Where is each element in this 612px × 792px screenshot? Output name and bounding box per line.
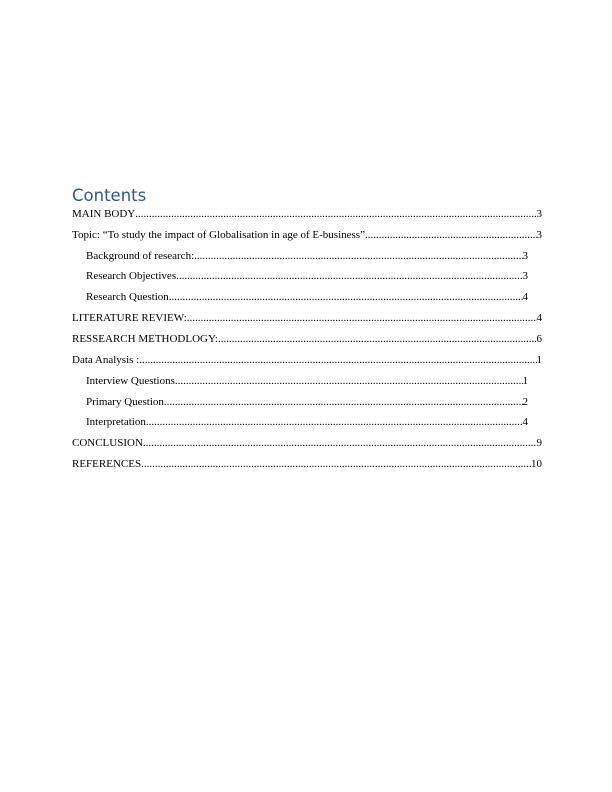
toc-entry-label: Primary Question bbox=[86, 396, 164, 408]
toc-entry-research-objectives[interactable] bbox=[86, 268, 528, 284]
toc-entry-label: Research Question bbox=[86, 291, 169, 303]
toc-leader-dots bbox=[365, 227, 537, 243]
toc-leader-dots bbox=[175, 373, 523, 389]
toc-entry-label: Research Objectives bbox=[86, 270, 177, 282]
toc-page-number: 2 bbox=[522, 396, 528, 408]
toc-page-number: 3 bbox=[536, 229, 542, 241]
toc-heading: Contents bbox=[72, 186, 147, 205]
toc-page-number: 1 bbox=[536, 354, 542, 366]
toc-entry-label: Data Analysis : bbox=[72, 354, 140, 366]
toc-leader-dots bbox=[143, 435, 537, 451]
toc-leader-dots bbox=[135, 206, 536, 222]
toc-page-number: 1 bbox=[522, 375, 528, 387]
toc-page-number: 3 bbox=[522, 250, 528, 262]
toc-entry-label: CONCLUSION bbox=[72, 437, 143, 449]
toc-entry-label: Topic: “To study the impact of Globalisation in age of E-business” bbox=[72, 229, 365, 241]
toc-page-number: 4 bbox=[522, 416, 528, 428]
toc-entry-label: Background of research: bbox=[86, 250, 195, 262]
toc-entry-interview-questions[interactable] bbox=[86, 373, 528, 389]
toc-page-number: 10 bbox=[531, 458, 542, 470]
toc-entry-label: RESSEARCH METHODLOGY: bbox=[72, 333, 218, 345]
toc-leader-dots bbox=[169, 289, 523, 305]
toc-entry-interpretation[interactable] bbox=[86, 414, 528, 430]
toc-entry-main-body[interactable] bbox=[72, 206, 542, 222]
toc-entry-primary-question[interactable] bbox=[86, 394, 528, 410]
toc-leader-dots bbox=[164, 394, 523, 410]
toc-page-number: 4 bbox=[536, 312, 542, 324]
toc-entry-conclusion[interactable] bbox=[72, 435, 542, 451]
toc-page-number: 3 bbox=[536, 208, 542, 220]
toc-leader-dots bbox=[139, 352, 536, 368]
toc-entry-topic[interactable] bbox=[72, 227, 542, 243]
toc-leader-dots bbox=[141, 456, 531, 472]
toc-page-number: 3 bbox=[522, 270, 528, 282]
toc-entry-references[interactable] bbox=[72, 456, 542, 472]
toc-entry-label: LITERATURE REVIEW: bbox=[72, 312, 187, 324]
toc-leader-dots bbox=[146, 414, 523, 430]
toc-leader-dots bbox=[194, 248, 522, 264]
toc-leader-dots bbox=[187, 310, 537, 326]
toc-page-number: 6 bbox=[536, 333, 542, 345]
toc-page-number: 9 bbox=[536, 437, 542, 449]
toc-entry-literature-review[interactable] bbox=[72, 310, 542, 326]
toc-entry-label: REFERENCES bbox=[72, 458, 142, 470]
toc-leader-dots bbox=[218, 331, 537, 347]
toc-entry-data-analysis[interactable] bbox=[72, 352, 542, 368]
toc-leader-dots bbox=[176, 268, 522, 284]
toc-entry-research-methodology[interactable] bbox=[72, 331, 542, 347]
toc-entry-research-question[interactable] bbox=[86, 289, 528, 305]
toc-entry-background[interactable] bbox=[86, 248, 528, 264]
toc-entry-label: MAIN BODY bbox=[72, 208, 136, 220]
toc-entry-label: Interpretation bbox=[86, 416, 146, 428]
toc-page-number: 4 bbox=[522, 291, 528, 303]
toc-entry-label: Interview Questions bbox=[86, 375, 175, 387]
